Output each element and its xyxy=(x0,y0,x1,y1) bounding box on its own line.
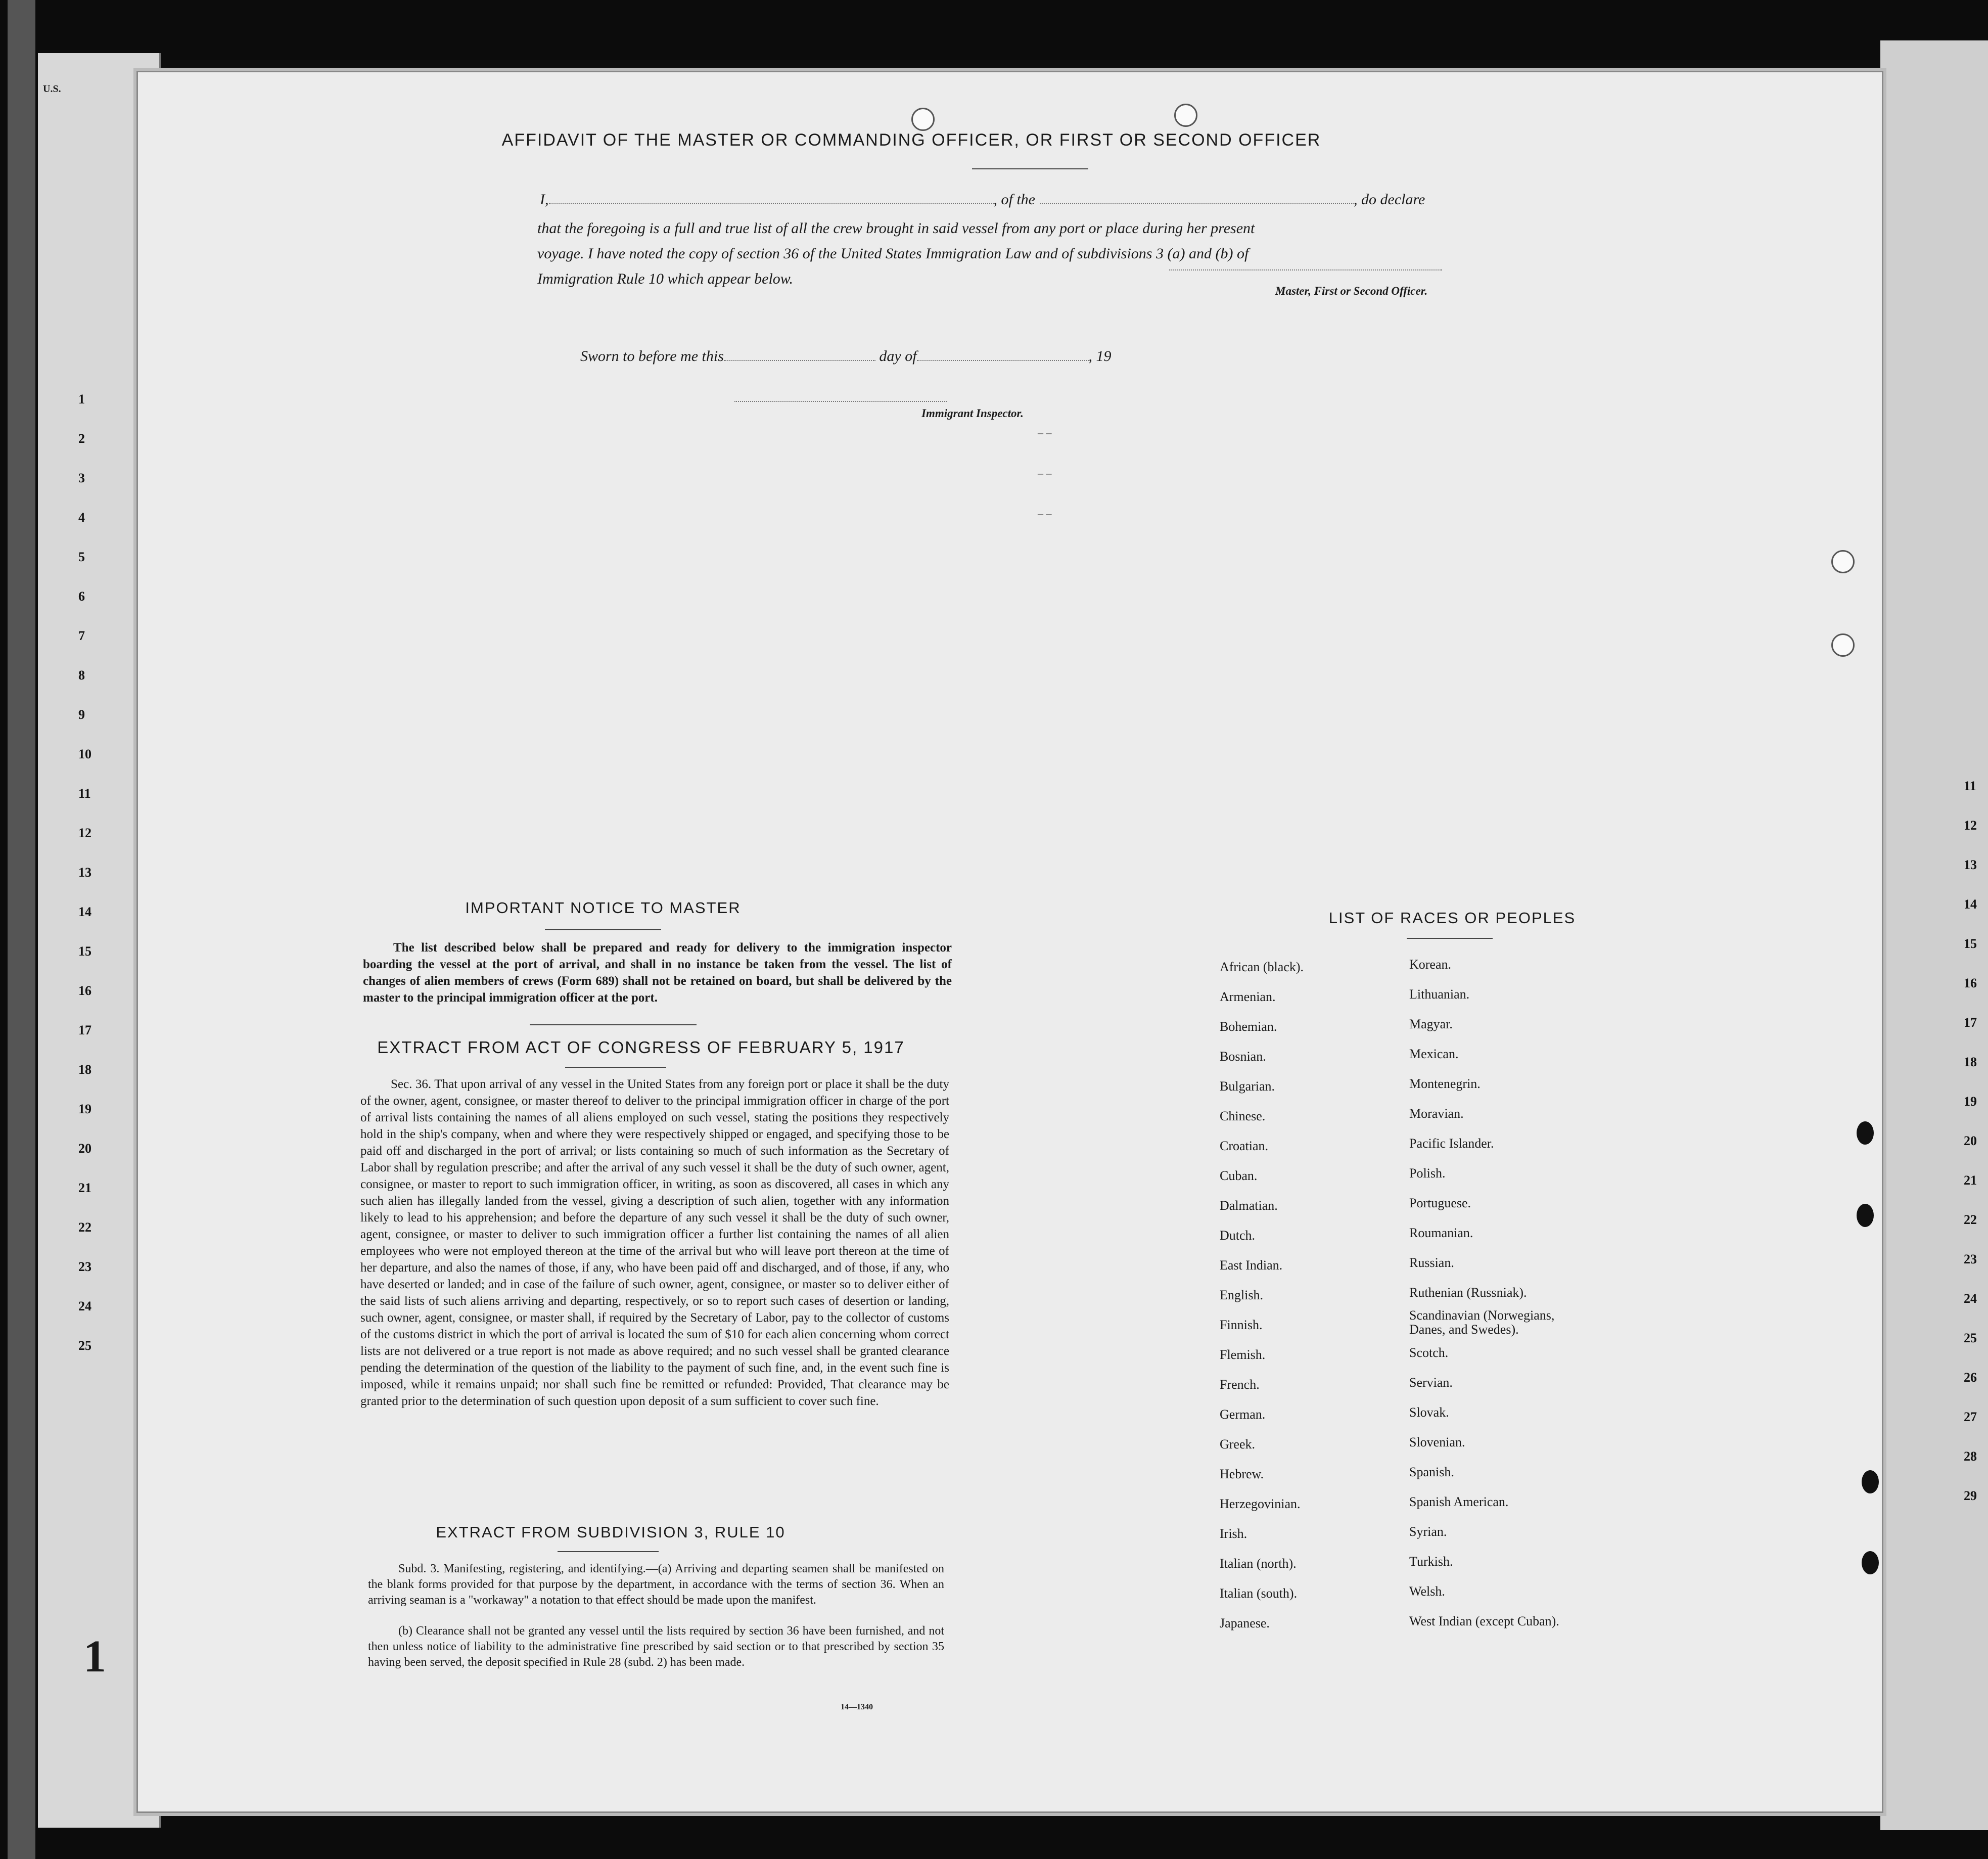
race-item: French. xyxy=(1220,1377,1260,1392)
race-item: Portuguese. xyxy=(1409,1196,1471,1210)
name-blank xyxy=(549,203,994,204)
race-item: Russian. xyxy=(1409,1255,1454,1270)
race-item: English. xyxy=(1220,1288,1263,1302)
race-item: Syrian. xyxy=(1409,1524,1447,1539)
race-item: Lithuanian. xyxy=(1409,987,1470,1002)
race-item: Spanish American. xyxy=(1409,1494,1509,1509)
right-margin-line-number: 11 xyxy=(1964,779,1976,793)
race-item: Ruthenian (Russniak). xyxy=(1409,1285,1527,1300)
margin-line-number: 18 xyxy=(78,1062,91,1077)
film-edge xyxy=(8,0,35,1859)
race-item: Welsh. xyxy=(1409,1584,1445,1599)
rule-title: EXTRACT FROM SUBDIVISION 3, RULE 10 xyxy=(436,1523,785,1541)
affidavit-line2: that the foregoing is a full and true list of all the crew brought in said vessel from any port or place during her present xyxy=(537,220,1255,237)
race-item: Croatian. xyxy=(1220,1139,1269,1153)
punch-hole xyxy=(1857,1121,1874,1145)
race-item: Spanish. xyxy=(1409,1465,1454,1479)
affidavit-line3: voyage. I have noted the copy of section 36 of the United States Immigration Law and of subdivisions 3 (a) and (b) of xyxy=(537,245,1249,262)
margin-line-number: 10 xyxy=(78,747,91,761)
right-margin-line-number: 14 xyxy=(1964,897,1977,912)
punch-hole xyxy=(1857,1204,1874,1227)
manifest-back-page xyxy=(136,71,1883,1813)
affidavit-line4: Immigration Rule 10 which appear below. xyxy=(537,270,794,287)
race-item: Greek. xyxy=(1220,1437,1256,1452)
race-item: Dalmatian. xyxy=(1220,1198,1278,1213)
race-item: Chinese. xyxy=(1220,1109,1266,1123)
race-item: Servian. xyxy=(1409,1375,1453,1390)
race-item: German. xyxy=(1220,1407,1266,1422)
right-margin-line-number: 18 xyxy=(1964,1055,1977,1069)
race-item: African (black). xyxy=(1220,960,1304,974)
day-of-label: day of xyxy=(879,348,917,365)
races-column-1 xyxy=(1220,952,1304,1638)
right-margin-line-number: 26 xyxy=(1964,1370,1977,1385)
margin-line-number: 13 xyxy=(78,865,91,880)
margin-line-number: 8 xyxy=(78,668,85,683)
do-declare-label: , do declare xyxy=(1354,191,1425,208)
punch-hole xyxy=(1831,633,1855,657)
right-margin-line-number: 12 xyxy=(1964,818,1977,833)
inspector-blank xyxy=(734,401,947,402)
margin-line-number: 3 xyxy=(78,471,85,485)
affidavit-title: AFFIDAVIT OF THE MASTER OR COMMANDING OFFICER, OR FIRST OR SECOND OFFICER xyxy=(501,130,1321,150)
act-text: Sec. 36. That upon arrival of any vessel in the United States from any foreign port or place it shall be the duty of the owner, agent, consignee, or master thereof to deliver to the principal immigration officer in charge of the port of arrival lists containing the names of all aliens employed on such vessel, stating the positions they respectively hold in the ship's company, when and where they were respectively shipped or engaged, and specifying those to be paid off and discharged in the port of arrival; or lists containing so much of such information as the Secretary of Labor shall by regulation prescribe; and after the arrival of any such vessel it shall be the duty of such owner, agent, consignee, or master to report to such immigration officer, in writing, as soon as discovered, all cases in which any such alien has illegally landed from the vessel, giving a description of such alien, together with any information likely to lead to his apprehension; and before the departure of any such vessel it shall be the duty of such owner, agent, consignee, or master to deliver to such immigration officer a further list containing the names of all alien employees who were not employed thereon at the time of the arrival but who will leave port thereon at the time of her departure, and also the names of those, if any, who have been paid off and discharged, and of those, if any, who have deserted or landed; and in case of the failure of such owner, agent, consignee, or master so to deliver either of the said lists of such aliens arriving and departing, respectively, or so to report such cases of desertion or landing, such owner, agent, consignee, or master shall, if required by the Secretary of Labor, pay to the collector of customs of the customs district in which the port of arrival is located the sum of $10 for each alien concerning whom correct lists are not delivered or a true report is not made as above required; and no such vessel shall be granted clearance pending the determination of the question of the liability to the payment of such fine, and, in the event such fine is imposed, while it remains unpaid; nor shall such fine be remitted or refunded: Provided, That clearance may be granted prior to the determination of such question upon deposit of a sum sufficient to cover such fine. xyxy=(360,1077,949,1408)
race-item: Herzegovinian. xyxy=(1220,1497,1301,1511)
margin-line-number: 20 xyxy=(78,1141,91,1156)
margin-line-number: 15 xyxy=(78,944,91,959)
race-item: Finnish. xyxy=(1220,1318,1263,1332)
month-blank xyxy=(917,360,1089,361)
margin-line-number: 14 xyxy=(78,904,91,919)
right-margin-line-number: 27 xyxy=(1964,1410,1977,1424)
rule-para-a: Subd. 3. Manifesting, registering, and identifying.—(a) Arriving and departing seamen shall be manifested on the blank forms provided for that purpose by the department, in accordance with the terms of section 36. When an arriving seaman is a "workaway" a notation to that effect should be made upon the manifest. xyxy=(368,1562,944,1607)
year-label: , 19 xyxy=(1088,348,1112,365)
vessel-blank xyxy=(1040,203,1354,204)
margin-line-number: 9 xyxy=(78,707,85,722)
punch-hole xyxy=(1831,550,1855,573)
margin-line-number: 19 xyxy=(78,1102,91,1116)
notice-end-rule xyxy=(530,1024,697,1025)
sworn-label: Sworn to before me this xyxy=(580,348,724,365)
race-item: Pacific Islander. xyxy=(1409,1136,1494,1151)
form-number: 14—1340 xyxy=(841,1703,873,1711)
race-item: Irish. xyxy=(1220,1526,1247,1541)
margin-line-number: 22 xyxy=(78,1220,91,1235)
margin-line-number: 24 xyxy=(78,1299,91,1313)
right-margin-line-number: 13 xyxy=(1964,857,1977,872)
race-item: Polish. xyxy=(1409,1166,1446,1181)
race-item: Mexican. xyxy=(1409,1047,1459,1061)
race-item: Armenian. xyxy=(1220,989,1276,1004)
margin-line-number: 5 xyxy=(78,550,85,564)
race-item: Korean. xyxy=(1409,957,1452,972)
race-item: Italian (south). xyxy=(1220,1586,1298,1601)
race-item: Japanese. xyxy=(1220,1616,1270,1630)
i-label: I, xyxy=(540,191,549,208)
act-rule xyxy=(565,1067,666,1068)
signature-blank xyxy=(1169,269,1442,270)
margin-line-number: 7 xyxy=(78,628,85,643)
race-item: Dutch. xyxy=(1220,1228,1256,1243)
right-margin-line-number: 17 xyxy=(1964,1015,1977,1030)
race-item: Bulgarian. xyxy=(1220,1079,1275,1094)
sworn-line xyxy=(580,348,1112,365)
race-item: West Indian (except Cuban). xyxy=(1409,1614,1559,1628)
of-the-label: , of the xyxy=(993,191,1035,208)
right-margin-line-number: 20 xyxy=(1964,1133,1977,1148)
margin-line-number: 11 xyxy=(78,786,91,801)
punch-hole xyxy=(1862,1470,1879,1493)
right-margin-line-number: 22 xyxy=(1964,1212,1977,1227)
margin-line-number: 21 xyxy=(78,1181,91,1195)
margin-line-number: 1 xyxy=(78,392,85,406)
bleed-mark: – – xyxy=(1038,467,1052,479)
notice-rule xyxy=(545,929,661,930)
punch-hole xyxy=(911,108,935,131)
punch-hole xyxy=(1174,104,1197,127)
notice-text: The list described below shall be prepared and ready for delivery to the immigration inspector boarding the vessel at the port of arrival, and shall in no instance be taken from the vessel. The list of changes of alien members of crews (Form 689) shall not be retained on board, but shall be delivered by the master to the principal immigration officer at the port. xyxy=(363,941,952,1005)
bleed-mark: – – xyxy=(1038,507,1052,520)
inspector-label: Immigrant Inspector. xyxy=(921,407,1024,420)
punch-hole xyxy=(1862,1551,1879,1574)
margin-line-number: 6 xyxy=(78,589,85,604)
act-title: EXTRACT FROM ACT OF CONGRESS OF FEBRUARY 5, 1917 xyxy=(377,1038,905,1057)
race-item: Scotch. xyxy=(1409,1345,1449,1360)
margin-line-number: 4 xyxy=(78,510,85,525)
races-title: LIST OF RACES OR PEOPLES xyxy=(1328,909,1576,927)
right-margin-line-number: 21 xyxy=(1964,1173,1977,1188)
right-margin-line-number: 16 xyxy=(1964,976,1977,990)
right-margin-line-number: 23 xyxy=(1964,1252,1977,1266)
race-item: Turkish. xyxy=(1409,1554,1453,1569)
race-item: Cuban. xyxy=(1220,1168,1258,1183)
race-item: Magyar. xyxy=(1409,1017,1453,1031)
race-item: Flemish. xyxy=(1220,1347,1266,1362)
margin-line-number: 17 xyxy=(78,1023,91,1037)
right-margin-line-number: 19 xyxy=(1964,1094,1977,1109)
race-item: Slovenian. xyxy=(1409,1435,1465,1449)
race-item: Moravian. xyxy=(1409,1106,1464,1121)
underlying-page-right xyxy=(1880,40,1988,1830)
day-blank xyxy=(724,360,875,361)
races-rule xyxy=(1407,938,1493,939)
race-item: Scandinavian (Norwegians, Danes, and Swedes). xyxy=(1409,1308,1555,1337)
notice-title: IMPORTANT NOTICE TO MASTER xyxy=(465,899,741,917)
rule-para-b: (b) Clearance shall not be granted any vessel until the lists required by section 36 have been furnished, and not then unless notice of liability to the administrative fine prescribed by said section or to that prescribed by section 35 having been served, the deposit specified in Rule 28 (subd. 2) has been made. xyxy=(368,1624,944,1669)
bleed-mark: – – xyxy=(1038,426,1052,439)
race-item: Slovak. xyxy=(1409,1405,1449,1420)
rule-rule xyxy=(558,1551,659,1552)
race-item: East Indian. xyxy=(1220,1258,1283,1273)
right-margin-line-number: 28 xyxy=(1964,1449,1977,1464)
affidavit-line1 xyxy=(540,191,1687,208)
margin-line-number: 12 xyxy=(78,826,91,840)
race-item: Hebrew. xyxy=(1220,1467,1264,1481)
right-margin-line-number: 29 xyxy=(1964,1488,1977,1503)
right-margin-line-number: 25 xyxy=(1964,1331,1977,1345)
title-rule xyxy=(972,168,1088,169)
margin-line-number: 25 xyxy=(78,1338,91,1353)
race-item: Italian (north). xyxy=(1220,1556,1297,1571)
margin-line-number: 2 xyxy=(78,431,85,446)
right-margin-line-number: 24 xyxy=(1964,1291,1977,1306)
race-item: Montenegrin. xyxy=(1409,1076,1481,1091)
underlying-page-left: U.S. 1 xyxy=(38,53,161,1828)
margin-line-number: 16 xyxy=(78,983,91,998)
race-item: Roumanian. xyxy=(1409,1226,1473,1240)
races-column-2 xyxy=(1409,949,1591,1636)
race-item: Bohemian. xyxy=(1220,1019,1277,1034)
right-margin-line-number: 15 xyxy=(1964,936,1977,951)
race-item: Bosnian. xyxy=(1220,1049,1266,1064)
signer-label: Master, First or Second Officer. xyxy=(1275,285,1428,297)
margin-line-number: 23 xyxy=(78,1259,91,1274)
